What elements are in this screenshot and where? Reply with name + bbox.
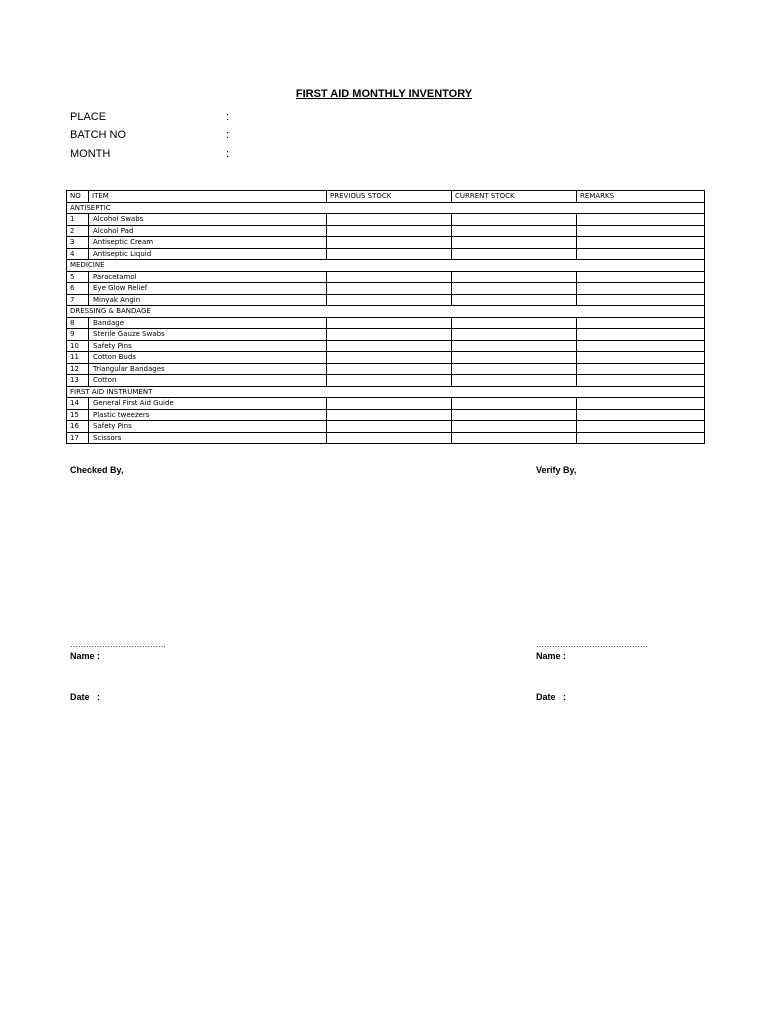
- inventory-table-body: [67, 202, 705, 444]
- previous-stock-cell[interactable]: [327, 248, 452, 260]
- current-stock-cell[interactable]: [452, 329, 577, 341]
- table-header-row: [67, 191, 705, 203]
- remarks-cell[interactable]: [577, 248, 705, 260]
- section-label: FIRST AID INSTRUMENT: [67, 386, 705, 398]
- section-row: [67, 260, 705, 272]
- previous-stock-cell[interactable]: [327, 237, 452, 249]
- remarks-cell[interactable]: [577, 294, 705, 306]
- remarks-cell[interactable]: [577, 340, 705, 352]
- item-name-cell: General First Aid Guide: [89, 398, 327, 410]
- item-name-cell: Minyak Angin: [89, 294, 327, 306]
- previous-stock-cell[interactable]: [327, 294, 452, 306]
- item-no-cell: 16: [67, 421, 89, 433]
- remarks-cell[interactable]: [577, 317, 705, 329]
- remarks-cell[interactable]: [577, 283, 705, 295]
- verify-by-label: Verify By,: [536, 465, 577, 475]
- section-row: [67, 306, 705, 318]
- month-field: [70, 148, 229, 160]
- current-stock-cell[interactable]: [452, 283, 577, 295]
- current-stock-cell[interactable]: [452, 363, 577, 375]
- remarks-cell[interactable]: [577, 237, 705, 249]
- item-no-cell: 10: [67, 340, 89, 352]
- verify-by-date-label: Date :: [536, 692, 567, 702]
- section-row: [67, 386, 705, 398]
- item-no-cell: 3: [67, 237, 89, 249]
- month-colon: :: [226, 148, 230, 160]
- item-no-cell: 1: [67, 214, 89, 226]
- table-row: [67, 283, 705, 295]
- place-field: [70, 111, 229, 123]
- remarks-cell[interactable]: [577, 271, 705, 283]
- header-no: NO: [67, 191, 89, 203]
- remarks-cell[interactable]: [577, 352, 705, 364]
- previous-stock-cell[interactable]: [327, 398, 452, 410]
- item-no-cell: 5: [67, 271, 89, 283]
- item-no-cell: 13: [67, 375, 89, 387]
- remarks-cell[interactable]: [577, 329, 705, 341]
- document-title: FIRST AID MONTHLY INVENTORY: [295, 88, 473, 100]
- table-row: [67, 352, 705, 364]
- item-name-cell: Antiseptic Liquid: [89, 248, 327, 260]
- item-name-cell: Safety Pins: [89, 340, 327, 352]
- previous-stock-cell[interactable]: [327, 340, 452, 352]
- item-no-cell: 8: [67, 317, 89, 329]
- table-row: [67, 409, 705, 421]
- table-row: [67, 421, 705, 433]
- item-no-cell: 11: [67, 352, 89, 364]
- item-name-cell: Cotton: [89, 375, 327, 387]
- item-name-cell: Paracetamol: [89, 271, 327, 283]
- remarks-cell[interactable]: [577, 225, 705, 237]
- item-name-cell: Alcohol Swabs: [89, 214, 327, 226]
- previous-stock-cell[interactable]: [327, 352, 452, 364]
- item-name-cell: Safety Pins: [89, 421, 327, 433]
- current-stock-cell[interactable]: [452, 375, 577, 387]
- item-name-cell: Cotton Buds: [89, 352, 327, 364]
- item-no-cell: 17: [67, 432, 89, 444]
- previous-stock-cell[interactable]: [327, 421, 452, 433]
- table-row: [67, 248, 705, 260]
- previous-stock-cell[interactable]: [327, 283, 452, 295]
- current-stock-cell[interactable]: [452, 214, 577, 226]
- table-row: [67, 363, 705, 375]
- item-name-cell: Bandage: [89, 317, 327, 329]
- remarks-cell[interactable]: [577, 409, 705, 421]
- remarks-cell[interactable]: [577, 363, 705, 375]
- batch-no-colon: :: [226, 129, 230, 141]
- current-stock-cell[interactable]: [452, 398, 577, 410]
- place-label: PLACE: [70, 111, 107, 123]
- batch-no-label: BATCH NO: [70, 129, 127, 141]
- item-name-cell: Alcohol Pad: [89, 225, 327, 237]
- section-label: DRESSING & BANDAGE: [67, 306, 705, 318]
- previous-stock-cell[interactable]: [327, 409, 452, 421]
- header-current-stock: CURRENT STOCK: [452, 191, 577, 203]
- batch-no-field: [70, 129, 229, 141]
- remarks-cell[interactable]: [577, 375, 705, 387]
- table-row: [67, 317, 705, 329]
- table-row: [67, 398, 705, 410]
- current-stock-cell[interactable]: [452, 409, 577, 421]
- previous-stock-cell[interactable]: [327, 329, 452, 341]
- item-name-cell: Triangular Bandages: [89, 363, 327, 375]
- item-no-cell: 2: [67, 225, 89, 237]
- verify-by-signature-line: ……………………………………: [536, 640, 648, 649]
- item-no-cell: 6: [67, 283, 89, 295]
- item-name-cell: Antiseptic Cream: [89, 237, 327, 249]
- header-remarks: REMARKS: [577, 191, 705, 203]
- inventory-table: [66, 190, 705, 444]
- remarks-cell[interactable]: [577, 432, 705, 444]
- current-stock-cell[interactable]: [452, 248, 577, 260]
- verify-by-name-label: Name :: [536, 651, 567, 661]
- table-row: [67, 432, 705, 444]
- previous-stock-cell[interactable]: [327, 225, 452, 237]
- item-no-cell: 4: [67, 248, 89, 260]
- item-name-cell: Scissors: [89, 432, 327, 444]
- item-name-cell: Plastic tweezers: [89, 409, 327, 421]
- remarks-cell[interactable]: [577, 421, 705, 433]
- item-no-cell: 9: [67, 329, 89, 341]
- current-stock-cell[interactable]: [452, 317, 577, 329]
- checked-by-date-label: Date :: [70, 692, 101, 702]
- current-stock-cell[interactable]: [452, 352, 577, 364]
- month-label: MONTH: [70, 148, 111, 160]
- current-stock-cell[interactable]: [452, 432, 577, 444]
- section-row: [67, 202, 705, 214]
- table-row: [67, 329, 705, 341]
- section-label: ANTISEPTIC: [67, 202, 705, 214]
- item-name-cell: Sterile Gauze Swabs: [89, 329, 327, 341]
- previous-stock-cell[interactable]: [327, 375, 452, 387]
- item-no-cell: 12: [67, 363, 89, 375]
- current-stock-cell[interactable]: [452, 294, 577, 306]
- checked-by-signature-line: ………………………………: [70, 640, 166, 649]
- current-stock-cell[interactable]: [452, 271, 577, 283]
- table-row: [67, 237, 705, 249]
- item-no-cell: 15: [67, 409, 89, 421]
- current-stock-cell[interactable]: [452, 225, 577, 237]
- table-row: [67, 294, 705, 306]
- table-row: [67, 225, 705, 237]
- remarks-cell[interactable]: [577, 398, 705, 410]
- item-no-cell: 14: [67, 398, 89, 410]
- header-item: ITEM: [89, 191, 327, 203]
- current-stock-cell[interactable]: [452, 237, 577, 249]
- checked-by-name-label: Name :: [70, 651, 101, 661]
- current-stock-cell[interactable]: [452, 340, 577, 352]
- section-label: MEDICINE: [67, 260, 705, 272]
- previous-stock-cell[interactable]: [327, 363, 452, 375]
- item-name-cell: Eye Glow Relief: [89, 283, 327, 295]
- previous-stock-cell[interactable]: [327, 214, 452, 226]
- current-stock-cell[interactable]: [452, 421, 577, 433]
- checked-by-label: Checked By,: [70, 465, 124, 475]
- place-colon: :: [226, 111, 230, 123]
- item-no-cell: 7: [67, 294, 89, 306]
- table-row: [67, 375, 705, 387]
- table-row: [67, 340, 705, 352]
- header-previous-stock: PREVIOUS STOCK: [327, 191, 452, 203]
- previous-stock-cell[interactable]: [327, 432, 452, 444]
- table-row: [67, 214, 705, 226]
- previous-stock-cell[interactable]: [327, 271, 452, 283]
- remarks-cell[interactable]: [577, 214, 705, 226]
- previous-stock-cell[interactable]: [327, 317, 452, 329]
- table-row: [67, 271, 705, 283]
